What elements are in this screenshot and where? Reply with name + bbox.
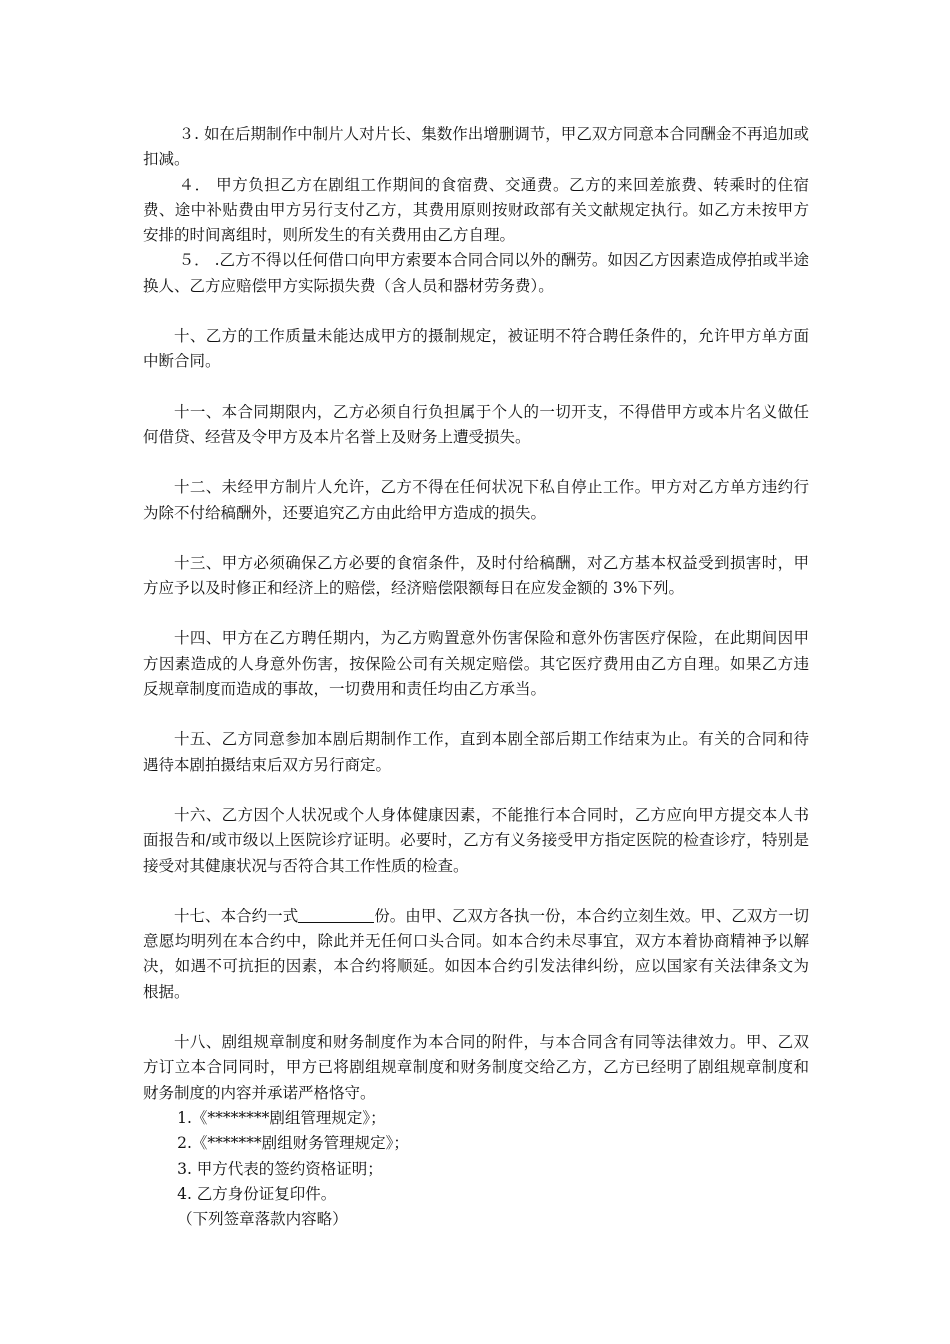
paragraph-gap bbox=[143, 879, 809, 904]
paragraph-gap bbox=[143, 601, 809, 626]
paragraph-gap bbox=[143, 375, 809, 400]
article-12: 十二、未经甲方制片人允许，乙方不得在任何状况下私自停止工作。甲方对乙方单方违约行为除不付给稿酬外，还要追究乙方由此给甲方造成的损失。 bbox=[143, 478, 809, 522]
attachment-item: 1.《********剧组管理规定》； bbox=[177, 1108, 386, 1127]
article-17-rest: 份。由甲、乙双方各执一份，本合约立刻生效。甲、乙双方一切意愿均明列在本合约中，除此并无任何口头合同。如本合约未尽事宜，双方本着协商精神予以解决，如遇不可抗拒的因素，本合约将顺延。如因本合约引发法律纠纷，应以国家有关法律条文为根据。 bbox=[143, 906, 809, 1001]
paragraph-gap bbox=[143, 450, 809, 475]
paragraph-gap bbox=[143, 702, 809, 727]
article-18: 十八、剧组规章制度和财务制度作为本合同的附件，与本合同含有同等法律效力。甲、乙双方订立本合同同时，甲方已将剧组规章制度和财务制度交给乙方，乙方已经明了剧组规章制度和财务制度的内容并承诺严格恪守。 bbox=[143, 1033, 809, 1102]
copies-blank-field bbox=[298, 906, 374, 923]
attachment-item: 2.《*******剧组财务管理规定》； bbox=[177, 1134, 409, 1153]
clause-4: ４． 甲方负担乙方在剧组工作期间的食宿费、交通费。乙方的来回差旅费、转乘时的住宿费、途中补贴费由甲方另行支付乙方，其费用原则按财政部有关文献规定执行。如乙方未按甲方安排的时间离组时，则所发生的有关费用由乙方自理。 bbox=[143, 175, 809, 245]
paragraph-gap bbox=[143, 299, 809, 324]
article-11: 十一、本合同期限内，乙方必须自行负担属于个人的一切开支，不得借甲方或本片名义做任何借贷、经营及令甲方及本片名誉上及财务上遭受损失。 bbox=[143, 402, 809, 446]
paragraph-gap bbox=[143, 526, 809, 551]
attachment-item: 4. 乙方身份证复印件。 bbox=[177, 1184, 337, 1203]
clause-5: ５． .乙方不得以任何借口向甲方索要本合同合同以外的酬劳。如因乙方因素造成停拍或半途换人、乙方应赔偿甲方实际损失费（含人员和器材劳务费）。 bbox=[143, 251, 809, 295]
article-16: 十六、乙方因个人状况或个人身体健康因素，不能推行本合同时，乙方应向甲方提交本人书面报告和/或市级以上医院诊疗证明。必要时，乙方有义务接受甲方指定医院的检查诊疗，特别是接受对其健康状况与否符合其工作性质的检查。 bbox=[143, 805, 809, 875]
article-17-lead: 十七、本合约一式 bbox=[174, 906, 299, 925]
article-14: 十四、甲方在乙方聘任期内，为乙方购置意外伤害保险和意外伤害医疗保险，在此期间因甲方因素造成的人身意外伤害，按保险公司有关规定赔偿。其它医疗费用由乙方自理。如果乙方违反规章制度而造成的事故，一切费用和责任均由乙方承当。 bbox=[143, 629, 809, 699]
clause-3: ３. 如在后期制作中制片人对片长、集数作出增删调节，甲乙双方同意本合同酬金不再追加或扣减。 bbox=[143, 125, 809, 169]
attachment-item: 3. 甲方代表的签约资格证明； bbox=[177, 1159, 383, 1178]
closing-note: （下列签章落款内容略） bbox=[177, 1210, 348, 1229]
paragraph-gap bbox=[143, 778, 809, 803]
article-10: 十、乙方的工作质量未能达成甲方的摄制规定，被证明不符合聘任条件的，允许甲方单方面中断合同。 bbox=[143, 327, 809, 371]
article-15: 十五、乙方同意参加本剧后期制作工作，直到本剧全部后期工作结束为止。有关的合同和待遇待本剧拍摄结束后双方另行商定。 bbox=[143, 730, 809, 774]
article-13: 十三、甲方必须确保乙方必要的食宿条件，及时付给稿酬，对乙方基本权益受到损害时，甲方应予以及时修正和经济上的赔偿，经济赔偿限额每日在应发金额的 3%下列。 bbox=[143, 553, 809, 598]
document-page bbox=[143, 122, 809, 1232]
article-17 bbox=[143, 904, 809, 1005]
paragraph-gap bbox=[143, 1005, 809, 1030]
